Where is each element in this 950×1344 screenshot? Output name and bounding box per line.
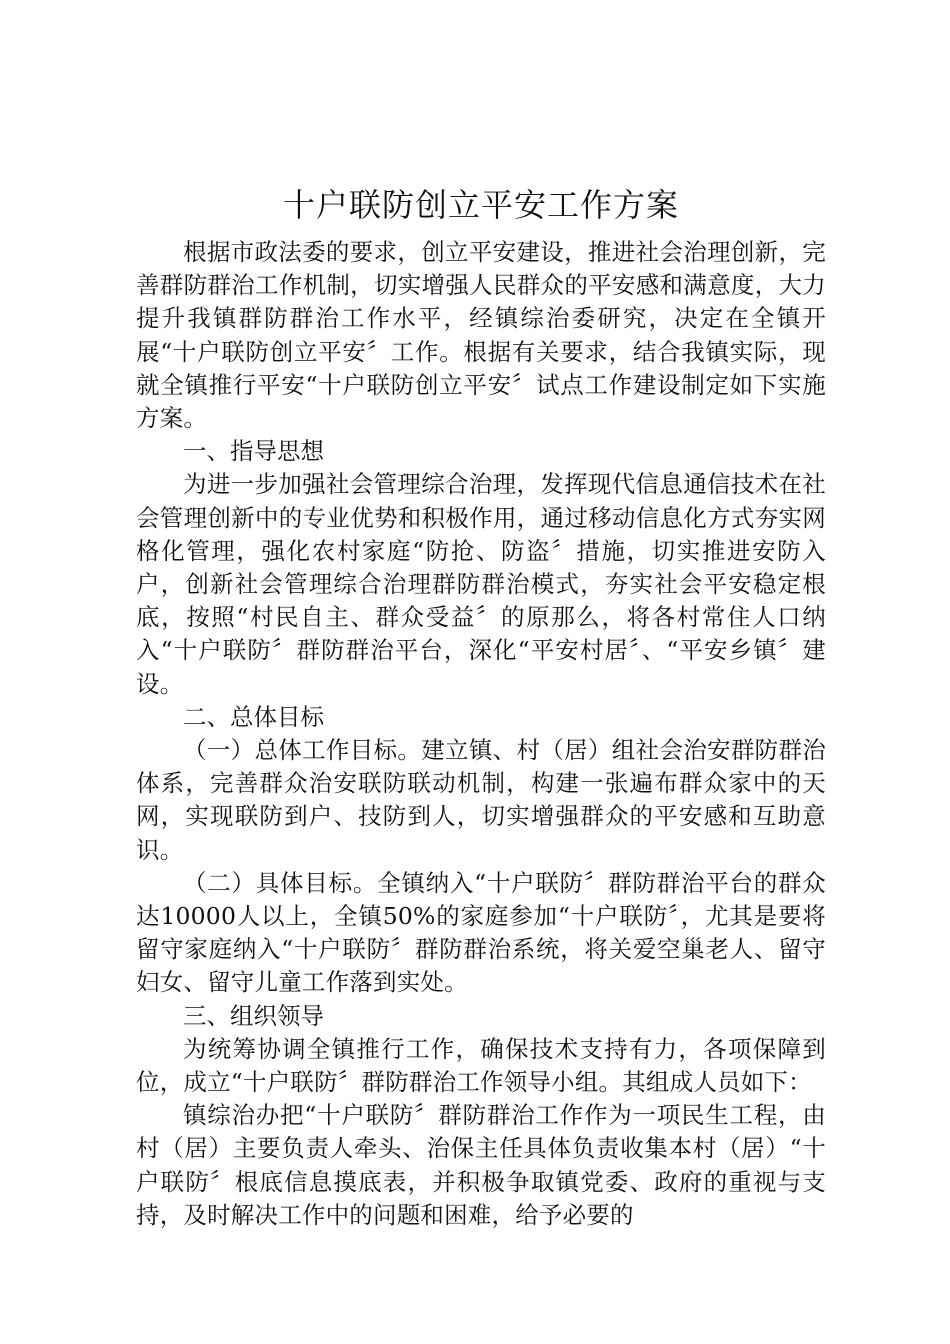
- section-heading-guiding-thought: 一、指导思想: [183, 437, 324, 466]
- document-page: [136, 178, 826, 1232]
- organization-paragraph: 为统筹协调全镇推行工作，确保技术支持有力，各项保障到位，成立“十户联防〞群防群治工作领导小组。其组成人员如下：: [136, 1034, 826, 1097]
- section-heading-overall-goal: 二、总体目标: [183, 702, 324, 731]
- guiding-thought-paragraph: 为进一步加强社会管理综合治理，发挥现代信息通信技术在社会管理创新中的专业优势和积极作用，通过移动信息化方式夯实网格化管理，强化农村家庭“防抢、防盗〞措施，切实推进安防入户，创新社会管理综合治理群防群治模式，夯实社会平安稳定根底，按照“村民自主、群众受益〞的原那么，将各村常住人口纳入“十户联防〞群防群治平台，深化“平安村居〞、“平安乡镇〞建设。: [136, 470, 826, 698]
- section-heading-organization: 三、组织领导: [183, 1001, 324, 1030]
- overall-goal-paragraph: （一）总体工作目标。建立镇、村（居）组社会治安群防群治体系，完善群众治安联防联动机制，构建一张遍布群众家中的天网，实现联防到户、技防到人，切实增强群众的平安感和互助意识。: [136, 736, 826, 864]
- specific-goal-paragraph: （二）具体目标。全镇纳入“十户联防〞群防群治平台的群众达10000人以上，全镇50%的家庭参加“十户联防〞，尤其是要将留守家庭纳入“十户联防〞群防群治系统，将关爱空巢老人、留守妇女、留守儿童工作落到实处。: [136, 868, 826, 997]
- responsibility-paragraph: 镇综治办把“十户联防〞群防群治工作作为一项民生工程，由村（居）主要负责人牵头、治保主任具体负责收集本村（居）“十户联防〞根底信息摸底表，并积极争取镇党委、政府的重视与支持，及时解决工作中的问题和困难，给予必要的: [136, 1101, 826, 1229]
- intro-paragraph: 根据市政法委的要求，创立平安建设，推进社会治理创新，完善群防群治工作机制，切实增强人民群众的平安感和满意度，大力提升我镇群防群治工作水平，经镇综治委研究，决定在全镇开展“十户联防创立平安〞工作。根据有关要求，结合我镇实际，现就全镇推行平安“十户联防创立平安〞试点工作建设制定如下实施方案。: [136, 238, 826, 433]
- document-title: 十户联防创立平安工作方案: [282, 186, 679, 224]
